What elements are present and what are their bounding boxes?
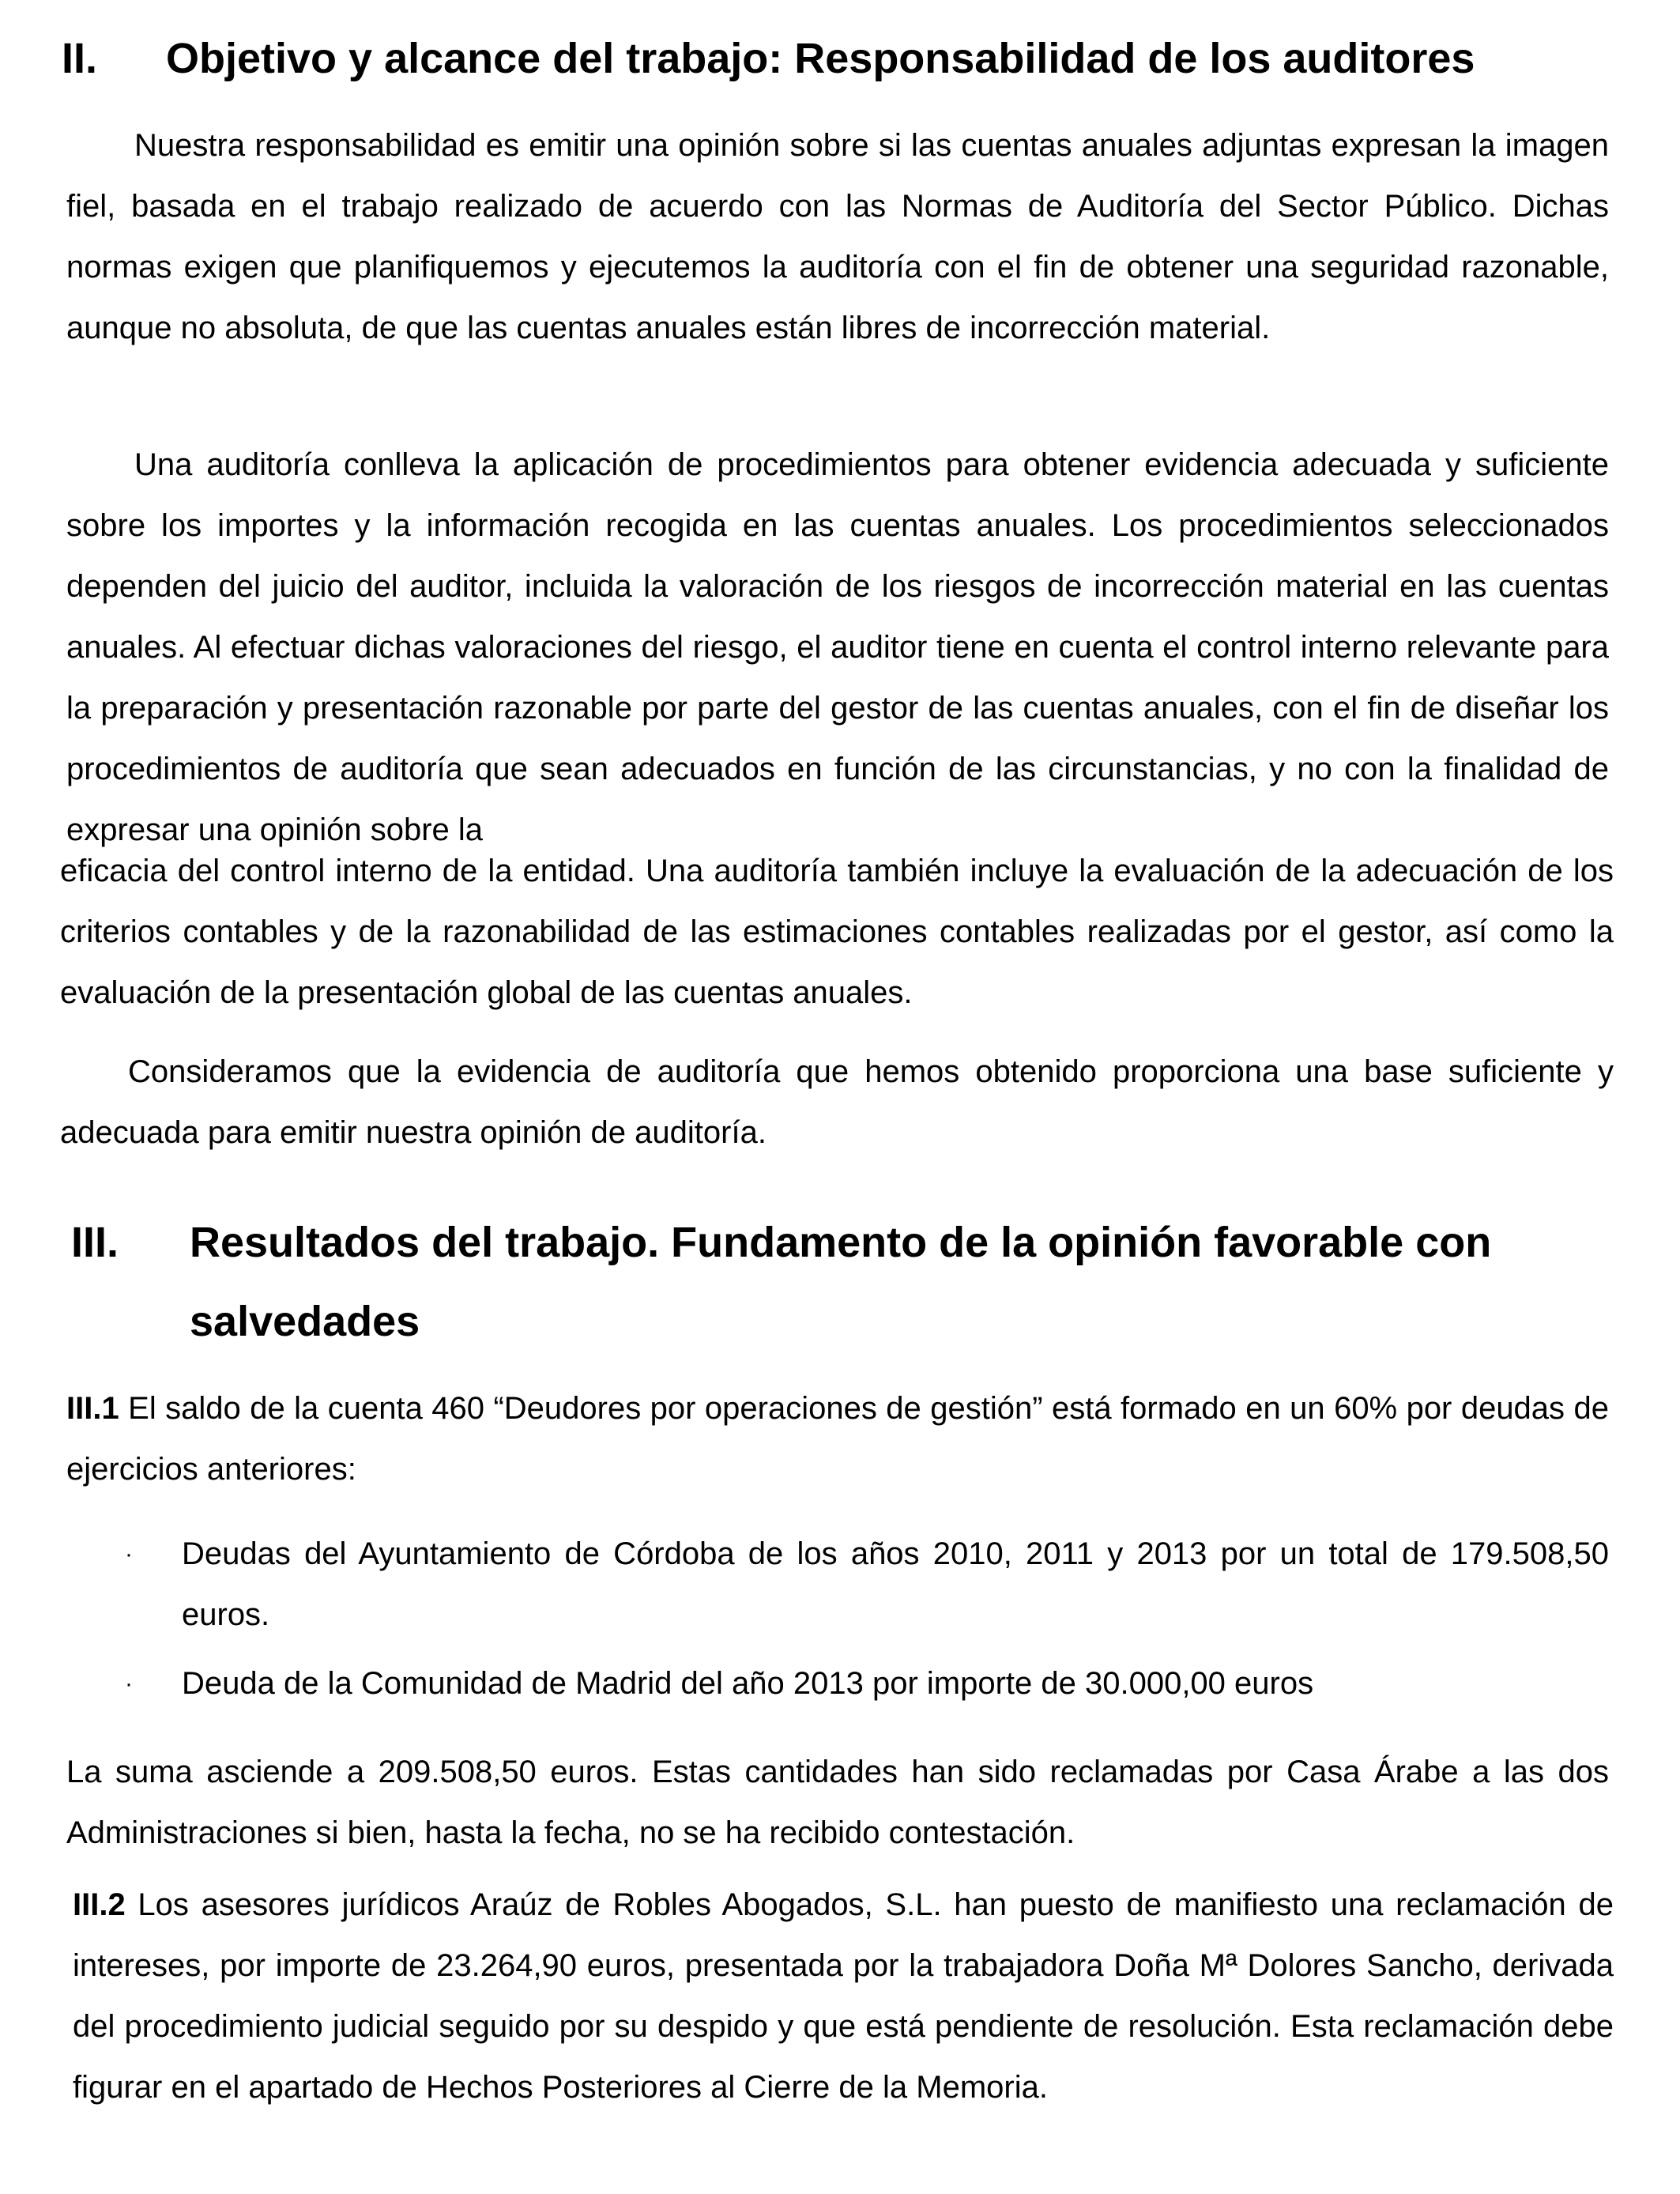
item-3-1-label: III.1 <box>66 1391 119 1426</box>
section-2-number: II. <box>62 35 98 82</box>
paragraph-text: La suma asciende a 209.508,50 euros. Estas cantidades han sido reclamadas por Casa Árabe a las dos Administraciones si bien, hasta la fecha, no se ha recibido contestación. <box>66 1755 1609 1850</box>
item-3-1-text: El saldo de la cuenta 460 “Deudores por operaciones de gestión” está formado en un 60% por deudas de ejercicios anteriores: <box>66 1391 1609 1487</box>
bullet-dot-icon: · <box>125 1671 133 1697</box>
section-3-title-line-2: salvedades <box>190 1298 420 1345</box>
section-3-title-line-1: Resultados del trabajo. Fundamento de la opinión favorable con <box>190 1219 1492 1266</box>
list-item-text: Deuda de la Comunidad de Madrid del año 2013 por importe de 30.000,00 euros <box>182 1666 1314 1701</box>
paragraph-text: Una auditoría conlleva la aplicación de procedimientos para obtener evidencia adecuada y suficiente sobre los importes y la información recogida en las cuentas anuales. Los procedimientos seleccionados dependen del juicio del auditor, incluida la valoración de los riesgos de incorrección material en las cuentas anuales. Al efectuar dichas valoraciones del riesgo, el auditor tiene en cuenta el control interno relevante para la preparación y presentación razonable por parte del gestor de las cuentas anuales, con el fin de diseñar los procedimientos de auditoría que sean adecuados en función de las circunstancias, y no con la finalidad de expresar una opinión sobre la <box>66 447 1609 847</box>
item-3-2-paragraph <box>73 1875 1614 2118</box>
bullet-dot-icon: · <box>125 1541 133 1567</box>
item-3-1-bullet-list <box>125 1524 1609 1714</box>
list-item <box>125 1524 1609 1646</box>
paragraph-text: eficacia del control interno de la entidad. Una auditoría también incluye la evaluación de la adecuación de los criterios contables y de la razonabilidad de las estimaciones contables realizadas por el gestor, así como la evaluación de la presentación global de las cuentas anuales. <box>60 854 1614 1010</box>
list-item <box>125 1653 1609 1714</box>
section-3-heading <box>71 1203 1652 1361</box>
section-2-heading <box>62 19 1642 98</box>
item-3-1-summary <box>66 1742 1609 1864</box>
section-2-paragraph-3 <box>60 1042 1614 1163</box>
section-2-title: Objetivo y alcance del trabajo: Responsabilidad de los auditores <box>166 35 1475 82</box>
section-2-paragraph-1 <box>66 115 1609 359</box>
item-3-1-paragraph <box>66 1378 1609 1500</box>
section-2-paragraph-2-continued <box>60 841 1614 1023</box>
item-3-2-text: Los asesores jurídicos Araúz de Robles Abogados, S.L. han puesto de manifiesto una reclamación de intereses, por importe de 23.264,90 euros, presentada por la trabajadora Doña Mª Dolores Sancho, derivada del procedimiento judicial seguido por su despido y que está pendiente de resolución. Esta reclamación debe figurar en el apartado de Hechos Posteriores al Cierre de la Memoria. <box>73 1887 1614 2105</box>
section-2-paragraph-2 <box>66 435 1609 861</box>
item-3-2-label: III.2 <box>73 1887 126 1922</box>
paragraph-text: Nuestra responsabilidad es emitir una opinión sobre si las cuentas anuales adjuntas expresan la imagen fiel, basada en el trabajo realizado de acuerdo con las Normas de Auditoría del Sector Público. Dichas normas exigen que planifiquemos y ejecutemos la auditoría con el fin de obtener una seguridad razonable, aunque no absoluta, de que las cuentas anuales están libres de incorrección material. <box>66 128 1609 345</box>
list-item-text: Deudas del Ayuntamiento de Córdoba de los años 2010, 2011 y 2013 por un total de 179.508,50 euros. <box>182 1536 1609 1632</box>
paragraph-text: Consideramos que la evidencia de auditoría que hemos obtenido proporciona una base suficiente y adecuada para emitir nuestra opinión de auditoría. <box>60 1054 1614 1150</box>
section-3-number: III. <box>71 1219 119 1266</box>
